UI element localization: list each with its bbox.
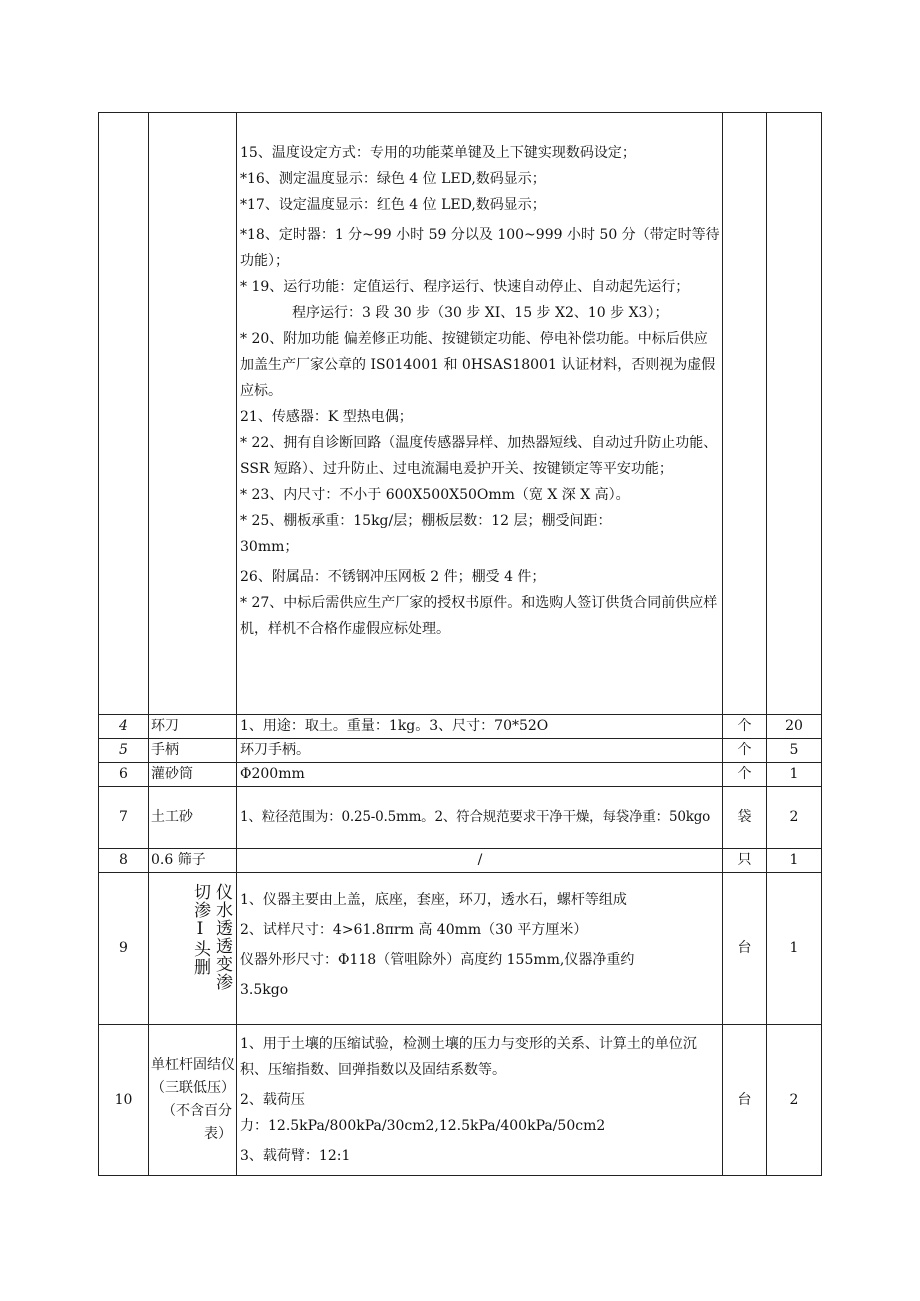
cell-no: 8 <box>99 849 149 873</box>
spec-line: 15、温度设定方式：专用的功能菜单键及上下键实现数码设定； <box>240 145 636 161</box>
cell-no: 6 <box>99 763 149 787</box>
spec-line: * 22、拥有自诊断回路（温度传感器异样、加热器短线、自动过升防止功能、SSR 短路）、过升防止、过电流漏电爰护开关、按键锁定等平安功能； <box>240 435 718 477</box>
spec-line: 26、附属品：不锈钢冲压网板 2 件；棚受 4 件； <box>240 569 546 585</box>
spec-line: 1、用于土壤的压缩试验，检测土壤的压力与变形的关系、计算土的单位沉积、压缩指数、回弹指数以及固结系数等。 <box>240 1036 697 1078</box>
cell-name <box>149 1025 237 1176</box>
cell-no: 7 <box>99 787 149 849</box>
cell-qty: 1 <box>767 849 822 873</box>
cell-spec: Φ200mm <box>237 763 723 787</box>
spec-line: 1、仪器主要由上盖，底座，套座，环刀，透水石，螺杆等组成 <box>240 892 627 908</box>
cell-unit <box>723 113 767 715</box>
spec-line: * 25、棚板承重：15kg/层；棚板层数：12 层；棚受间距： <box>240 513 612 529</box>
cell-unit: 个 <box>723 739 767 763</box>
item-name: 单杠杆固结仪（三联低压） <box>151 1057 235 1096</box>
cell-unit: 台 <box>723 873 767 1025</box>
cell-spec: / <box>237 849 723 873</box>
spec-line: 3、载荷臂：12:1 <box>240 1148 351 1164</box>
table-row <box>99 739 822 763</box>
cell-spec: 环刀手柄。 <box>237 739 723 763</box>
cell-qty: 2 <box>767 1025 822 1176</box>
cell-spec: 1、用途：取土。重量：1kg。3、尺寸：70*52O <box>237 715 723 739</box>
spec-line: * 23、内尺寸：不小于 600X500X50Omm（宽 X 深 X 高）。 <box>240 487 630 503</box>
cell-spec <box>237 1025 723 1176</box>
equipment-spec-table <box>98 112 822 1176</box>
spec-line: * 27、中标后需供应生产厂家的授权书原件。和选购人签订供货合同前供应样机，样机不合格作虚假应标处理。 <box>240 595 718 637</box>
spec-line: 力：12.5kPa/800kPa/30cm2,12.5kPa/400kPa/50cm2 <box>240 1118 606 1134</box>
cell-no: 10 <box>99 1025 149 1176</box>
cell-qty: 20 <box>767 715 822 739</box>
table-row <box>99 873 822 1025</box>
cell-qty: 5 <box>767 739 822 763</box>
table-row <box>99 787 822 849</box>
table-row-continued <box>99 113 822 715</box>
cell-name <box>149 873 237 1025</box>
cell-spec: 1、粒径范围为：0.25-0.5mm。2、符合规范要求干净干燥，每袋净重：50kgo <box>237 787 723 849</box>
cell-no: 5 <box>99 739 149 763</box>
table-row <box>99 715 822 739</box>
spec-line: 3.5kgo <box>240 982 289 998</box>
spec-line: * 19、运行功能：定值运行、程序运行、快速自动停止、自动起先运行； <box>240 279 690 295</box>
spec-line: 2、载荷压 <box>240 1092 305 1108</box>
name-vertical-text: 仪水透透变渗 <box>212 883 232 991</box>
spec-line: 21、传感器：K 型热电偶； <box>240 409 413 425</box>
spec-line: *18、定时器：1 分~99 小时 59 分以及 100~999 小时 50 分（带定时等待功能）； <box>240 227 720 269</box>
spec-line: 程序运行：3 段 30 步（30 步 XI、15 步 X2、10 步 X3）； <box>292 305 669 321</box>
table-row <box>99 763 822 787</box>
cell-no <box>99 113 149 715</box>
item-name-note: （不含百分表） <box>162 1103 232 1142</box>
cell-spec <box>237 873 723 1025</box>
table-row <box>99 849 822 873</box>
cell-unit: 袋 <box>723 787 767 849</box>
spec-line: 仪器外形尺寸：Φ118（管咀除外）高度约 155mm,仪器净重约 <box>240 952 635 968</box>
cell-name: 手柄 <box>149 739 237 763</box>
cell-qty: 2 <box>767 787 822 849</box>
name-vertical-text: 切渗I头删 <box>190 883 210 976</box>
cell-unit: 个 <box>723 715 767 739</box>
cell-no: 9 <box>99 873 149 1025</box>
table-row <box>99 1025 822 1176</box>
cell-name <box>149 113 237 715</box>
spec-line: *16、测定温度显示：绿色 4 位 LED,数码显示； <box>240 171 546 187</box>
cell-qty: 1 <box>767 763 822 787</box>
cell-unit: 个 <box>723 763 767 787</box>
spec-line: 2、试样尺寸：4>61.8πrm 高 40mm（30 平方厘米） <box>240 922 588 938</box>
cell-unit: 只 <box>723 849 767 873</box>
cell-qty <box>767 113 822 715</box>
cell-name: 灌砂筒 <box>149 763 237 787</box>
cell-qty: 1 <box>767 873 822 1025</box>
cell-no: 4 <box>99 715 149 739</box>
cell-name: 0.6 筛子 <box>149 849 237 873</box>
spec-line: *17、设定温度显示：红色 4 位 LED,数码显示； <box>240 197 546 213</box>
cell-spec <box>237 113 723 715</box>
spec-line: * 20、附加功能 偏差修正功能、按键锁定功能、停电补偿功能。中标后供应加盖生产厂家公章的 IS014001 和 0HSAS18001 认证材料，否则视为虚假应标。 <box>240 331 716 399</box>
cell-name: 环刀 <box>149 715 237 739</box>
cell-name: 土工砂 <box>149 787 237 849</box>
cell-unit: 台 <box>723 1025 767 1176</box>
spec-line: 30mm； <box>240 539 299 555</box>
